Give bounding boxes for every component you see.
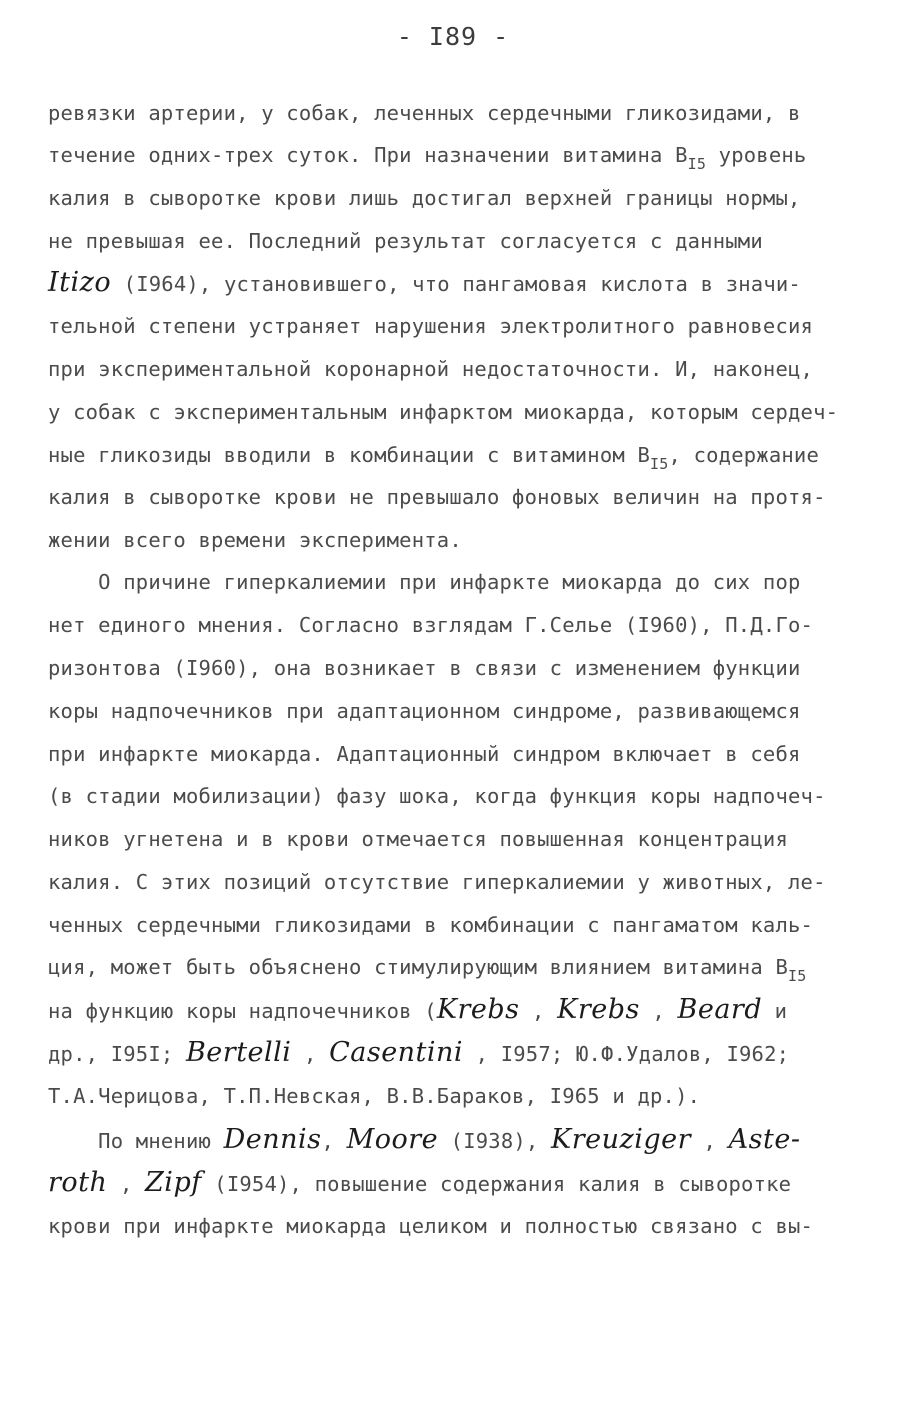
handwritten-name: roth: [48, 1167, 108, 1198]
text-line: [48, 781, 868, 811]
text-segment: ,: [291, 1042, 330, 1066]
subscript: I5: [787, 967, 807, 985]
text-segment: ченных сердечными гликозидами в комбинации с пангаматом каль-: [48, 913, 814, 937]
text-segment: , I957; Ю.Ф.Удалов, I962;: [463, 1042, 790, 1066]
text-line: [48, 653, 868, 683]
handwritten-name: Itizo: [48, 267, 112, 298]
text-segment: калия. С этих позиций отсутствие гиперкалиемии у животных, ле-: [48, 870, 826, 894]
text-segment: ников угнетена и в крови отмечается повышенная концентрация: [48, 827, 788, 851]
handwritten-name: Aste-: [728, 1124, 801, 1155]
text-line: [48, 952, 868, 984]
text-segment: у собак с экспериментальным инфарктом миокарда, которым сердеч-: [48, 400, 839, 424]
text-segment: ция, может быть объяснено стимулирующим влиянием витамина B: [48, 955, 788, 979]
text-segment: на функцию коры надпочечников (: [48, 999, 437, 1023]
handwritten-name: Casentini: [329, 1037, 464, 1068]
text-segment: калия в сыворотке крови не превышало фоновых величин на протя-: [48, 485, 826, 509]
text-line: [48, 610, 868, 640]
text-line: [48, 311, 868, 341]
text-line: [48, 98, 868, 128]
handwritten-name: Kreuziger: [551, 1124, 692, 1155]
text-line: [48, 867, 868, 897]
text-segment: (I954), повышение содержания калия в сыворотке: [201, 1172, 792, 1196]
text-segment: ,: [639, 999, 678, 1023]
subscript: I5: [687, 155, 707, 173]
text-segment: ризонтова (I960), она возникает в связи с изменением функции: [48, 656, 801, 680]
text-line: [48, 482, 868, 512]
text-segment: не превышая ее. Последний результат согласуется с данными: [48, 229, 763, 253]
handwritten-name: Krebs: [557, 994, 640, 1025]
text-line: [48, 440, 868, 472]
text-segment: ,: [321, 1129, 347, 1153]
subscript: I5: [650, 455, 669, 473]
text-segment: ,: [519, 999, 558, 1023]
text-segment: крови при инфаркте миокарда целиком и полностью связано с вы-: [48, 1214, 814, 1238]
text-segment: (I938),: [438, 1129, 552, 1153]
text-line: [48, 268, 868, 299]
text-segment: и: [762, 999, 788, 1023]
text-line: [48, 226, 868, 256]
text-line: [48, 995, 868, 1026]
text-line: [48, 1211, 868, 1241]
text-segment: ,: [691, 1129, 729, 1153]
text-line: [48, 1125, 868, 1156]
text-line: [48, 397, 868, 427]
page-number: - I89 -: [396, 22, 510, 51]
handwritten-name: Dennis: [223, 1124, 322, 1155]
text-line: [48, 696, 868, 726]
text-segment: ,: [107, 1172, 146, 1196]
text-segment: течение одних-трех суток. При назначении витамина B: [48, 143, 688, 167]
handwritten-name: Zipf: [145, 1167, 202, 1198]
text-segment: О причине гиперкалиемии при инфаркте миокарда до сих пор: [48, 570, 801, 594]
text-line: [48, 1081, 868, 1111]
text-segment: ревязки артерии, у собак, леченных сердечными гликозидами, в: [48, 101, 801, 125]
text-line: [48, 183, 868, 213]
handwritten-name: Krebs: [436, 994, 520, 1025]
text-line: [48, 1038, 868, 1069]
text-line: [48, 739, 868, 769]
text-segment: др., I95I;: [48, 1042, 186, 1066]
text-segment: калия в сыворотке крови лишь достигал верхней границы нормы,: [48, 186, 801, 210]
text-line: [48, 525, 868, 555]
text-line: [48, 354, 868, 384]
text-segment: (в стадии мобилизации) фазу шока, когда функция коры надпочеч-: [48, 784, 826, 808]
text-line: [48, 140, 868, 172]
text-line: [48, 910, 868, 940]
text-segment: Т.А.Черицова, Т.П.Невская, В.В.Бараков, I965 и др.).: [48, 1084, 701, 1108]
text-line: [48, 1168, 868, 1199]
text-segment: при экспериментальной коронарной недостаточности. И, наконец,: [48, 357, 814, 381]
text-line: [48, 567, 868, 597]
text-segment: при инфаркте миокарда. Адаптационный синдром включает в себя: [48, 742, 801, 766]
text-segment: тельной степени устраняет нарушения электролитного равновесия: [48, 314, 814, 338]
text-segment: , содержание: [668, 443, 820, 467]
text-segment: (I964), установившего, что пангамовая кислота в значи-: [111, 272, 801, 296]
text-line: [48, 824, 868, 854]
text-segment: ные гликозиды вводили в комбинации с витамином B: [48, 443, 651, 467]
text-segment: уровень: [706, 143, 807, 167]
text-segment: жении всего времени эксперимента.: [48, 528, 462, 552]
text-segment: По мнению: [48, 1129, 224, 1153]
handwritten-name: Bertelli: [185, 1037, 292, 1068]
handwritten-name: Beard: [677, 994, 763, 1025]
handwritten-name: Moore: [346, 1124, 439, 1155]
text-segment: коры надпочечников при адаптационном синдроме, развивающемся: [48, 699, 801, 723]
text-segment: нет единого мнения. Согласно взглядам Г.Селье (I960), П.Д.Го-: [48, 613, 814, 637]
